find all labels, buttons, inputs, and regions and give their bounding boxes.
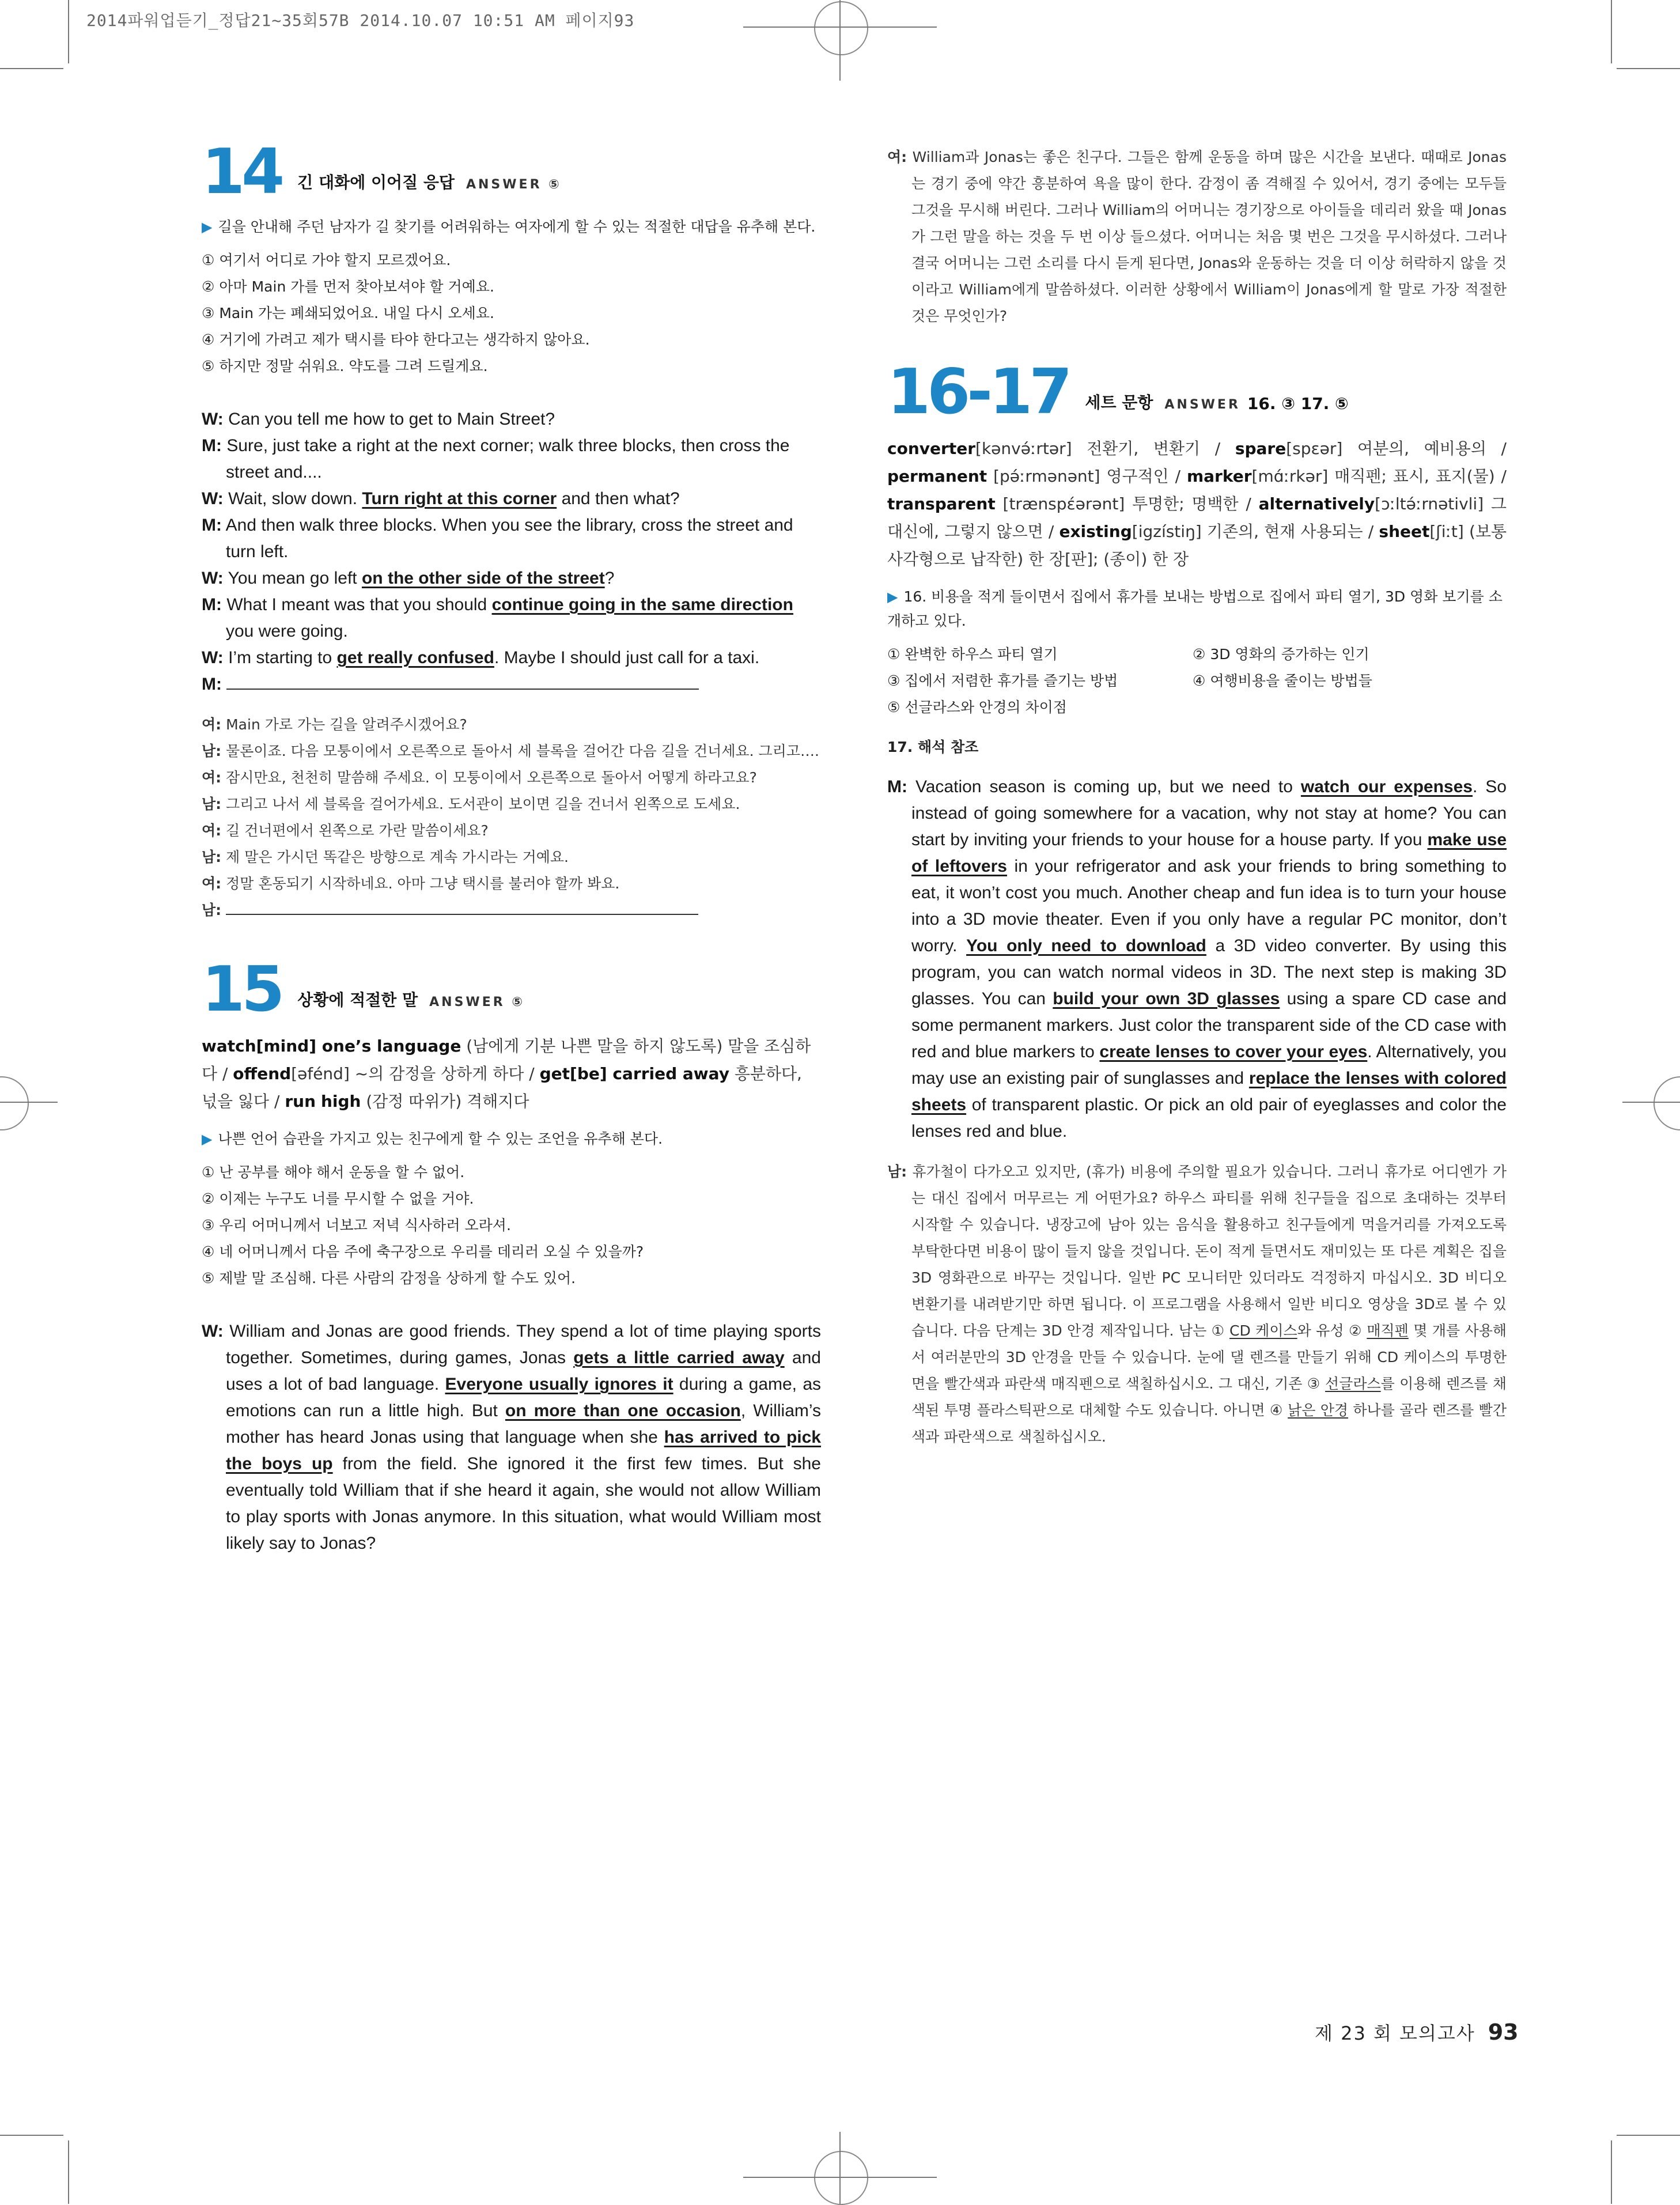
- footer-label: 제 23 회 모의고사: [1315, 2022, 1475, 2044]
- section-16-17-translation: 남: 휴가철이 다가오고 있지만, (휴가) 비용에 주의할 필요가 있습니다. 그러니 휴가로 어디엔가 가는 대신 집에서 머무르는 게 어떤가요? 하우스 파티를 위해 친구들을 집으로 초대하는 것부터 시작할 수 있습니다. 냉장고에 남아 있는 음식을 활용하고 친구들에게 먹을거리를 가져오도록 부탁한다면 비용이 많이 들지 않을 것입니다. 돈이 적게 들면서도 재미있는 또 다른 계획은 집을 3D 영화관으로 바꾸는 것입니다. 일반 PC 모니터만 있더라도 걱정하지 마십시오. 3D 비디오 변환기를 내려받기만 하면 됩니다. 이 프로그램을 사용해서 일반 비디오 영상을 3D로 볼 수 있습니다. 다음 단계는 3D 안경 제작입니다. 남는 ① CD 케이스와 유성 ② 매직펜 몇 개를 사용해서 여러분만의 3D 안경을 만들 수 있습니다. 눈에 댈 렌즈를 만들기 위해 CD 케이스의 투명한 면을 빨간색과 파란색 매직펜으로 색칠하십시오. 그 대신, 기존 ③ 선글라스를 이용해 렌즈를 채색된 투명 플라스틱판으로 대체할 수도 있습니다. 아니면 ④ 낡은 안경 하나를 골라 렌즈를 빨간색과 파란색으로 색칠하십시오.: [887, 1163, 1507, 1446]
- section-number: 14: [202, 136, 282, 208]
- triangle-bullet-icon: ▶: [202, 219, 213, 236]
- answer-underline: make use of leftovers: [911, 830, 1507, 876]
- answer-underline: gets a little carried away: [573, 1348, 785, 1368]
- section-14-translation: 여: Main 가로 가는 길을 알려주시겠어요? 남: 물론이죠. 다음 모퉁이에서 오른쪽으로 돌아서 세 블록을 걸어간 다음 길을 건너세요. 그리고…. 여: 잠시만요, 천천히 말씀해 주세요. 이 모퉁이에서 오른쪽으로 돌아서 어떻게 하라고요? 남: 그리고 나서 세 블록을 걸어가세요. 도서관이 보이면 길을 건너서 왼쪽으로 도세요. 여: 길 건너편에서 왼쪽으로 가란 말씀이세요? 남: 제 말은 가시던 똑같은 방향으로 계속 가시라는 거예요. 여: 정말 혼동되기 시작하네요. 아마 그냥 택시를 불러야 할까 봐요. 남:: [202, 716, 819, 919]
- section-14-guide: ▶ 길을 안내해 주던 남자가 길 찾기를 어려워하는 여자에게 할 수 있는 적절한 대답을 유추해 본다.: [202, 218, 816, 236]
- dialogue-line: M: Sure, just take a right at the next corner; walk three blocks, then cross the street and....: [202, 436, 790, 482]
- dialogue-line: W: Can you tell me how to get to Main Street?: [202, 410, 555, 429]
- option-item: ⑤ 하지만 정말 쉬워요. 약도를 그려 드릴게요.: [202, 358, 488, 375]
- answer-underline: You only need to download: [966, 936, 1206, 956]
- section-16-17-passage: M: Vacation season is coming up, but we need to watch our expenses. So instead of going somewhere for a vacation, why not stay at home? You can start by inviting your friends to your house for a house party. If you make use of leftovers in your refrigerator and ask your friends to bring something to eat, it won’t cost you much. Another cheap and fun idea is to turn your house into a 3D movie theater. Even if you only have a regular PC monitor, don’t worry. You only need to download a 3D video converter. By using this program, you can watch normal videos in 3D. The next step is making 3D glasses. You can build your own 3D glasses using a spare CD case and some permanent markers. Just color the transparent side of the CD case with red and blue markers to create lenses to cover your eyes. Alternatively, you may use an existing pair of sunglasses and replace the lenses with colored sheets of transparent plastic. Or pick an old pair of eyeglasses and color the lenses red and blue.: [887, 777, 1507, 1141]
- option-item: ① 난 공부를 해야 해서 운동을 할 수 없어.: [202, 1164, 465, 1181]
- answer-underline: Everyone usually ignores it: [445, 1375, 673, 1394]
- triangle-bullet-icon: ▶: [887, 589, 898, 606]
- dialogue-line: M: And then walk three blocks. When you see the library, cross the street and turn left.: [202, 516, 793, 562]
- dialogue-line: W: I’m starting to get really confused. Maybe I should just call for a taxi.: [202, 648, 760, 668]
- section-15-translation: 여: William과 Jonas는 좋은 친구다. 그들은 함께 운동을 하며 많은 시간을 보낸다. 때때로 Jonas는 경기 중에 약간 흥분하여 욕을 많이 한다. 감정이 좀 격해질 수 있어서, 경기 중에는 모두들 그것을 무시해 버린다. 그러나 William의 어머니는 경기장으로 아이들을 데리러 왔을 때 Jonas가 그런 말을 하는 것을 두 번 이상 들으셨다. 어머니는 처음 몇 번은 그것을 무시하셨다. 그러나 결국 어머니는 그런 소리를 다시 듣게 된다면, Jonas와 운동하는 것을 더 이상 허락하지 않을 것이라고 William에게 말씀하셨다. 이러한 상황에서 William이 Jonas에게 할 말로 가장 적절한 것은 무엇인가?: [887, 149, 1507, 324]
- answer-underline: has arrived to pick the boys up: [226, 1428, 821, 1474]
- registration-line-bottom-h: [743, 2177, 937, 2178]
- section-16-guide: ▶ 16. 비용을 적게 들이면서 집에서 휴가를 보내는 방법으로 집에서 파티 열기, 3D 영화 보기를 소개하고 있다.: [887, 588, 1503, 630]
- dialogue-line: M: What I meant was that you should continue going in the same direction you were going.: [202, 595, 793, 641]
- right-column: [887, 144, 1507, 1450]
- registration-line-top-h: [743, 27, 937, 28]
- registration-line-right-h: [1622, 1102, 1680, 1103]
- section-16-17-header: [887, 356, 1507, 428]
- option-item: ③ 집에서 저렴한 휴가를 즐기는 방법: [887, 672, 1118, 690]
- dialogue-line: W: You mean go left on the other side of the street?: [202, 569, 615, 588]
- section-14-dialogue: [202, 406, 821, 698]
- crop-mark-top-left-h: [0, 68, 63, 69]
- section-title: 상황에 적절한 말: [297, 990, 418, 1010]
- dialogue-line: M:: [202, 671, 821, 698]
- answer-underline: watch our expenses: [1300, 777, 1473, 797]
- option-item: ④ 네 어머니께서 다음 주에 축구장으로 우리를 데리러 오실 수 있을까?: [202, 1243, 644, 1261]
- option-item: ① 완벽한 하우스 파티 열기: [887, 646, 1058, 663]
- page-number: 93: [1488, 2019, 1519, 2045]
- answer-blank: [226, 675, 699, 690]
- registration-mark-bottom: [814, 2151, 868, 2205]
- registration-line-bottom-v: [839, 2132, 841, 2204]
- option-item: ⑤ 선글라스와 안경의 차이점: [887, 699, 1067, 716]
- registration-mark-right: [1653, 1076, 1680, 1130]
- answer-underline: on the other side of the street: [361, 569, 605, 588]
- section-number: 15: [202, 954, 282, 1026]
- answer-blank: [226, 900, 698, 915]
- answer-underline: create lenses to cover your eyes: [1099, 1042, 1368, 1062]
- crop-mark-bottom-left-h: [0, 2135, 63, 2136]
- section-number: 16-17: [887, 356, 1069, 428]
- answer-underline: continue going in the same direction: [491, 595, 793, 615]
- section-15-passage: W: William and Jonas are good friends. They spend a lot of time playing sports together. Sometimes, during games, Jonas gets a little carried away and uses a lot of bad language. Everyone usually ignores it during a game, as emotions can run a little high. But on more than one occasion, William’s mother has heard Jonas using that language when she has arrived to pick the boys up from the field. She ignored it the first few times. But she eventually told William that if she heard it again, she would not allow William to play sports with Jonas anymore. In this situation, what would William most likely say to Jonas?: [202, 1322, 822, 1553]
- section-answer: ANSWER ⑤: [466, 177, 562, 192]
- answer-underline: Turn right at this corner: [362, 489, 557, 509]
- registration-mark-top: [814, 1, 868, 55]
- option-item: ④ 거기에 가려고 제가 택시를 타야 한다고는 생각하지 않아요.: [202, 331, 590, 349]
- section-16-options: [887, 641, 1507, 721]
- section-14-header: [202, 136, 821, 208]
- answer-underline: get really confused: [336, 648, 494, 668]
- option-item: ① 여기서 어디로 가야 할지 모르겠어요.: [202, 252, 451, 269]
- registration-mark-left: [0, 1076, 29, 1130]
- option-item: ② 아마 Main 가를 먼저 찾아보셔야 할 거예요.: [202, 278, 494, 296]
- left-column: [202, 136, 822, 1557]
- crop-mark-top-right: [1611, 0, 1612, 63]
- answer-underline: replace the lenses with colored sheets: [911, 1069, 1507, 1115]
- crop-mark-bottom-left: [68, 2140, 69, 2204]
- registration-line-top-v: [839, 0, 841, 81]
- crop-mark-bottom-right: [1611, 2140, 1612, 2204]
- registration-line-left-h: [0, 1102, 58, 1103]
- option-item: ② 이제는 누구도 너를 무시할 수 없을 거야.: [202, 1190, 474, 1208]
- answer-underline: build your own 3D glasses: [1053, 989, 1280, 1009]
- section-answer: 16. ③ 17. ⑤: [1247, 394, 1349, 414]
- option-item: ⑤ 제발 말 조심해. 다른 사람의 감정을 상하게 할 수도 있어.: [202, 1270, 576, 1287]
- crop-mark-top-left: [68, 0, 69, 63]
- section-14-options: [202, 247, 821, 380]
- section-answer-label: ANSWER: [1164, 398, 1240, 413]
- option-item: ③ 우리 어머니께서 너보고 저녁 식사하러 오라셔.: [202, 1217, 511, 1234]
- section-title: 긴 대화에 이어질 응답: [297, 173, 455, 192]
- section-15-options: [202, 1159, 821, 1292]
- section-15-vocab: watch[mind] one’s language (남에게 기분 나쁜 말을 하지 않도록) 말을 조심하다 / offend[əfénd] ~의 감정을 상하게 하다 / get[be] carried away 흥분하다, 넋을 잃다 / run high (감정 따위가) 격해지다: [202, 1037, 811, 1111]
- section-15-guide: ▶ 나쁜 언어 습관을 가지고 있는 친구에게 할 수 있는 조언을 유추해 본다.: [202, 1130, 663, 1148]
- option-item: ② 3D 영화의 증가하는 인기: [1193, 646, 1369, 663]
- option-item: ④ 여행비용을 줄이는 방법들: [1193, 672, 1372, 690]
- answer-underline: on more than one occasion: [505, 1401, 741, 1421]
- print-header: 2014파워업듣기_정답21~35회57B 2014.10.07 10:51 AM 페이지93: [86, 11, 635, 30]
- option-item: ③ Main 가는 폐쇄되었어요. 내일 다시 오세요.: [202, 305, 494, 322]
- section-17-note: 17. 해석 참조: [887, 739, 979, 756]
- crop-mark-bottom-right-h: [1617, 2135, 1680, 2136]
- crop-mark-top-right-h: [1617, 68, 1680, 69]
- page-footer: [1315, 2019, 1519, 2045]
- section-answer: ANSWER ⑤: [429, 995, 525, 1010]
- section-title: 세트 문항: [1085, 393, 1153, 413]
- dialogue-line: W: Wait, slow down. Turn right at this corner and then what?: [202, 489, 680, 509]
- section-16-17-vocab: converter[kənvə́ːrtər] 전환기, 변환기 / spare[spɛər] 여분의, 예비용의 / permanent [pə́ːrmənənt] 영구적인 / marker[mɑ́ːrkər] 매직펜; 표시, 표지(물) / transparent [trænspɛ́ərənt] 투명한; 명백한 / alternatively[ɔːltə́ːrnətivli] 그 대신에, 그렇지 않으면 / existing[igzístiŋ] 기존의, 현재 사용되는 / sheet[ʃiːt] (보통 사각형으로 납작한) 한 장[판]; (종이) 한 장: [887, 439, 1507, 569]
- triangle-bullet-icon: ▶: [202, 1131, 213, 1148]
- section-15-header: [202, 954, 821, 1026]
